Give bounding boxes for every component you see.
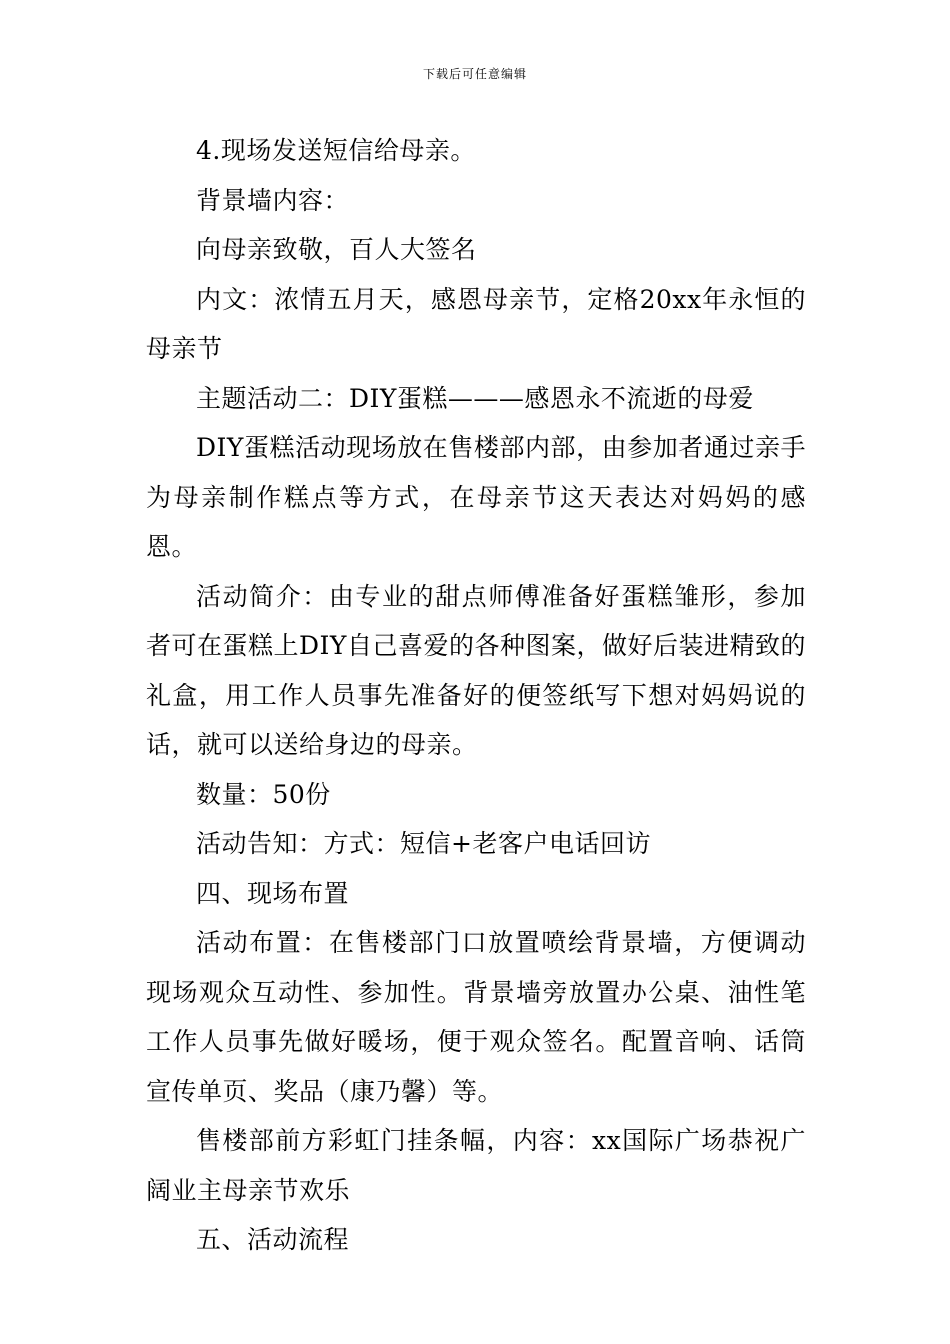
paragraph-backdrop-heading: 背景墙内容：	[196, 185, 350, 215]
paragraph-site-layout: 活动布置：在售楼部门口放置喷绘背景墙，方便调动现场观众互动性、参加性。背景墙旁放置办公桌、油性笔工作人员事先做好暖场，便于观众签名。配置音响、话筒宣传单页、奖品（康乃馨）等。	[146, 928, 806, 1106]
paragraph-diy-description: DIY蛋糕活动现场放在售楼部内部，由参加者通过亲手为母亲制作糕点等方式，在母亲节这天表达对妈妈的感恩。	[146, 433, 806, 561]
paragraph-rainbow-arch: 售楼部前方彩虹门挂条幅，内容：xx国际广场恭祝广阔业主母亲节欢乐	[146, 1126, 806, 1205]
paragraph-activity-two-heading: 主题活动二：DIY蛋糕———感恩永不流逝的母爱	[196, 383, 754, 413]
paragraph-notification: 活动告知：方式：短信+老客户电话回访	[196, 829, 651, 858]
section-heading-activity-flow: 五、活动流程	[196, 1225, 350, 1254]
paragraph-sms: 4.现场发送短信给母亲。	[196, 136, 476, 165]
paragraph-backdrop-text: 内文：浓情五月天，感恩母亲节，定格20xx年永恒的母亲节	[146, 284, 806, 363]
paragraph-activity-intro: 活动简介：由专业的甜点师傅准备好蛋糕雏形，参加者可在蛋糕上DIY自己喜爱的各种图案，做好后装进精致的礼盒，用工作人员事先准备好的便签纸写下想对妈妈说的话，就可以送给身边的母亲。	[146, 581, 806, 759]
paragraph-backdrop-title: 向母亲致敬，百人大签名	[196, 235, 477, 264]
document-body	[146, 126, 806, 1265]
section-heading-site-layout: 四、现场布置	[196, 878, 350, 908]
paragraph-quantity: 数量：50份	[196, 779, 331, 809]
header-note: 下载后可任意编辑	[422, 67, 527, 81]
